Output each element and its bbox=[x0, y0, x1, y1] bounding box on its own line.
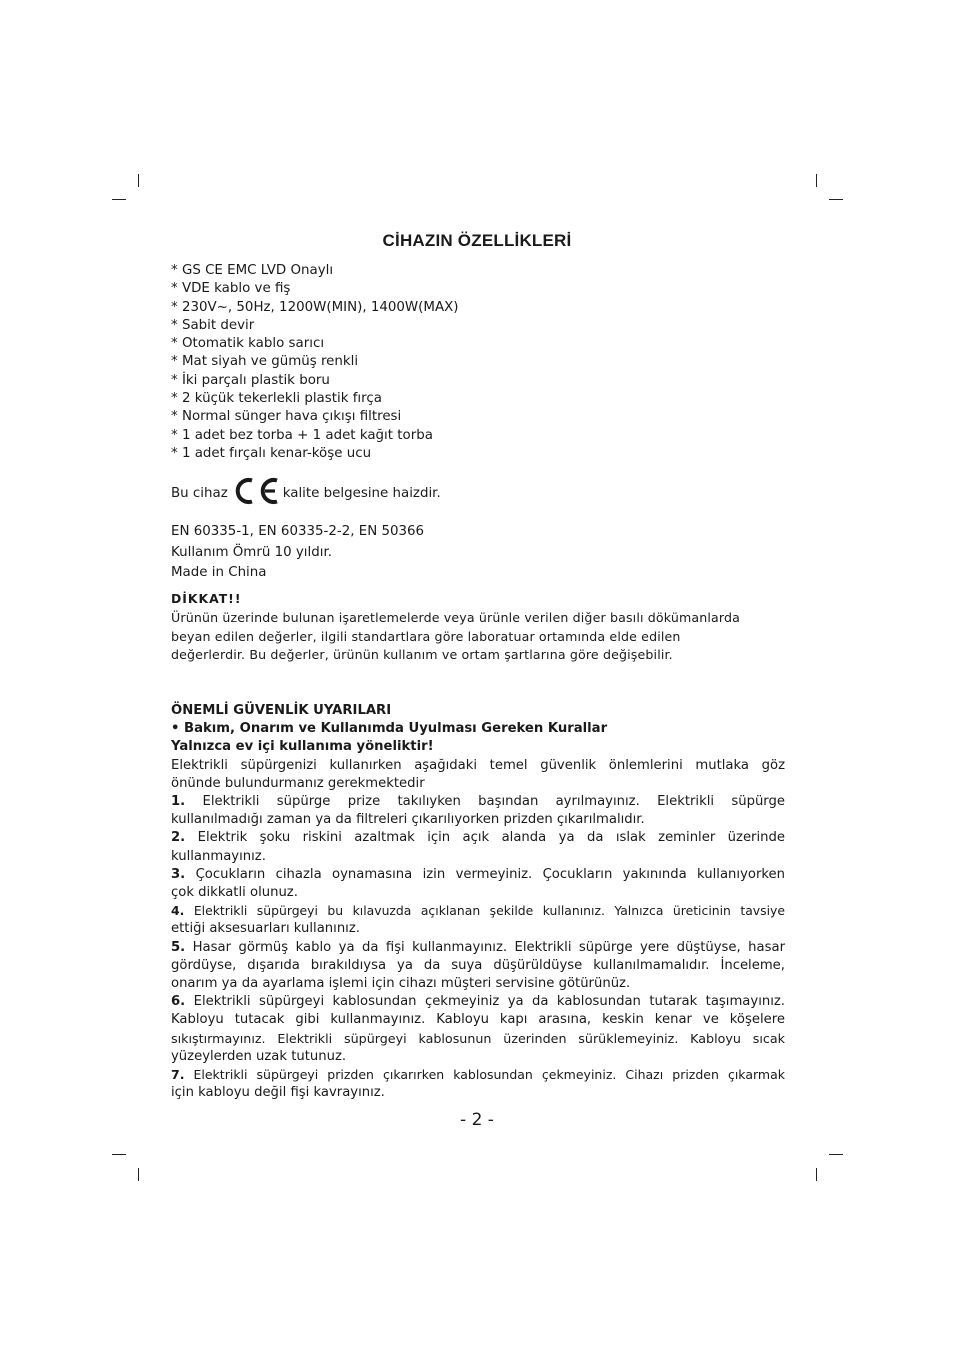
safety-item-5: 5. Hasar görmüş kablo ya da fişi kullanmayınız. Elektrikli süpürge yere düştüyse, hasar bbox=[171, 939, 785, 955]
feature-item: * VDE kablo ve fiş bbox=[171, 281, 291, 297]
item-number: 2. bbox=[171, 830, 186, 846]
safety-item-2-cont: kullanmayınız. bbox=[171, 848, 266, 864]
safety-intro-line: önünde bulundurmanız gerekmektedir bbox=[171, 775, 425, 791]
crop-mark-bottom-right-horizontal bbox=[829, 1154, 843, 1155]
safety-item-7-cont: için kabloyu değil fişi kavrayınız. bbox=[171, 1085, 385, 1101]
safety-item-6-cont: sıkıştırmayınız. Elektrikli süpürgeyi kablosunun üzerinden sürüklemeyiniz. Kabloyu sıcak bbox=[171, 1030, 785, 1046]
safety-subtitle: Yalnızca ev içi kullanıma yöneliktir! bbox=[171, 739, 434, 755]
safety-item-4: 4. Elektrikli süpürgeyi bu kılavuzda açıklanan şekilde kullanınız. Yalnızca üreticinin tavsiye bbox=[171, 903, 785, 919]
page-title: CİHAZIN ÖZELLİKLERİ bbox=[382, 231, 572, 250]
page-number: - 2 - bbox=[460, 1110, 494, 1130]
safety-item-6: 6. Elektrikli süpürgeyi kablosundan çekmeyiniz ya da kablosundan tutarak taşımayınız. bbox=[171, 994, 785, 1010]
crop-mark-bottom-left-vertical bbox=[138, 1168, 139, 1181]
safety-intro-line: Elektrikli süpürgenizi kullanırken aşağıdaki temel güvenlik önlemlerini mutlaka göz bbox=[171, 757, 785, 773]
safety-item-5-cont: onarım ya da ayarlama işlemi için cihazı müşteri servisine götürünüz. bbox=[171, 976, 631, 992]
feature-item: * GS CE EMC LVD Onaylı bbox=[171, 263, 334, 278]
standards-line: EN 60335-1, EN 60335-2-2, EN 50366 bbox=[171, 524, 425, 539]
warning-line: değerlerdir. Bu değerler, ürünün kullanım ve ortam şartlarına göre değişebilir. bbox=[171, 647, 673, 662]
standards-block bbox=[171, 522, 424, 584]
safety-item-5-cont: gördüyse, dışarıda bırakıldıysa ya da suya düşürüldüyse kullanılmamalıdır. İnceleme, bbox=[171, 957, 785, 973]
feature-list bbox=[171, 262, 459, 463]
feature-item: * 1 adet bez torba + 1 adet kağıt torba bbox=[171, 427, 433, 443]
warning-line: Ürünün üzerinde bulunan işaretlemelerde veya ürünle verilen diğer basılı dökümanlarda bbox=[171, 610, 741, 625]
feature-item: * 1 adet fırçalı kenar-köşe ucu bbox=[171, 445, 372, 461]
safety-item-1-cont: kullanılmadığı zaman ya da filtreleri çıkarılıyorken prizden çıkarılmalıdır. bbox=[171, 812, 645, 828]
safety-bullet: • Bakım, Onarım ve Kullanımda Uyulması Gereken Kurallar bbox=[171, 721, 608, 737]
lifetime-line: Kullanım Ömrü 10 yıldır. bbox=[171, 544, 333, 560]
warning-text bbox=[171, 609, 785, 665]
feature-item: * Otomatik kablo sarıcı bbox=[171, 336, 325, 352]
warning-heading: DİKKAT!! bbox=[171, 591, 242, 606]
item-number: 7. bbox=[171, 1067, 185, 1083]
crop-mark-bottom-left-horizontal bbox=[112, 1154, 126, 1155]
item-number: 6. bbox=[171, 994, 186, 1010]
crop-mark-top-right-vertical bbox=[816, 174, 817, 187]
safety-item-4-cont: ettiği aksesuarları kullanınız. bbox=[171, 921, 360, 937]
crop-mark-top-left-vertical bbox=[138, 174, 139, 187]
feature-item: * Sabit devir bbox=[171, 317, 255, 333]
feature-item: * İki parçalı plastik boru bbox=[171, 372, 330, 388]
item-number: 1. bbox=[171, 794, 186, 810]
feature-item: * Normal sünger hava çıkışı filtresi bbox=[171, 409, 402, 425]
safety-item-6-cont: yüzeylerden uzak tutunuz. bbox=[171, 1048, 347, 1064]
safety-item-3-cont: çok dikkatli olunuz. bbox=[171, 885, 298, 901]
safety-heading: ÖNEMLİ GÜVENLİK UYARILARI bbox=[171, 703, 392, 718]
safety-item-7: 7. Elektrikli süpürgeyi prizden çıkarırken kablosundan çekmeyiniz. Cihazı prizden çıkarmak bbox=[171, 1067, 785, 1083]
ce-suffix-text: kalite belgesine haizdir. bbox=[282, 485, 441, 501]
crop-mark-bottom-right-vertical bbox=[816, 1168, 817, 1181]
safety-section bbox=[171, 702, 785, 1102]
crop-mark-top-left-horizontal bbox=[112, 199, 126, 200]
feature-item: * Mat siyah ve gümüş renkli bbox=[171, 354, 359, 370]
origin-line: Made in China bbox=[171, 565, 267, 580]
warning-line: beyan edilen değerler, ilgili standartlara göre laboratuar ortamında elde edilen bbox=[171, 628, 681, 644]
ce-mark-icon bbox=[231, 477, 281, 509]
safety-item-2: 2. Elektrik şoku riskini azaltmak için açık alanda ya da ıslak zeminler üzerinde bbox=[171, 830, 785, 846]
item-number: 3. bbox=[171, 866, 186, 882]
crop-mark-top-right-horizontal bbox=[829, 199, 843, 200]
item-number: 4. bbox=[171, 903, 185, 919]
item-number: 5. bbox=[171, 939, 186, 955]
feature-item: * 2 küçük tekerlekli plastik fırça bbox=[171, 391, 382, 407]
safety-item-6-cont: Kabloyu tutacak gibi kullanmayınız. Kabloyu kapı arasına, keskin kenar ve köşelere bbox=[171, 1012, 785, 1028]
safety-item-1: 1. Elektrikli süpürge prize takılıyken başından ayrılmayınız. Elektrikli süpürge bbox=[171, 794, 785, 810]
safety-item-3: 3. Çocukların cihazla oynamasına izin vermeyiniz. Çocukların yakınında kullanıyorken bbox=[171, 866, 786, 882]
feature-item: * 230V~, 50Hz, 1200W(MIN), 1400W(MAX) bbox=[171, 299, 459, 315]
ce-prefix-text: Bu cihaz bbox=[171, 485, 228, 501]
ce-certification-line bbox=[171, 479, 441, 507]
